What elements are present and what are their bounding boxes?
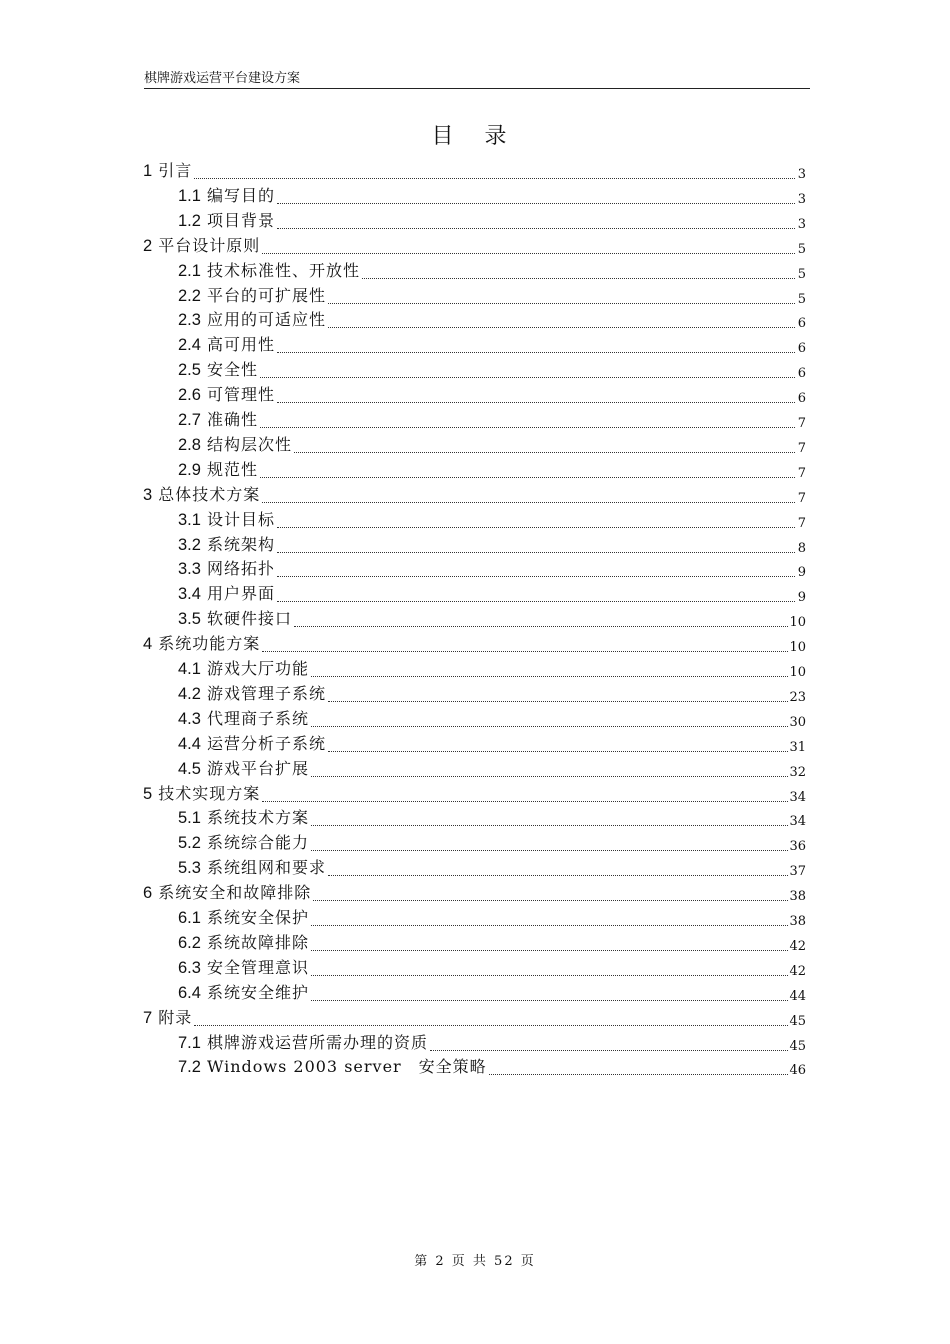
toc-entry-label: 可管理性 xyxy=(206,385,275,405)
toc-leader-dots xyxy=(328,303,795,304)
toc-leader-dots xyxy=(262,651,788,652)
toc-entry-label: 系统技术方案 xyxy=(206,808,309,828)
toc-leader-dots xyxy=(328,875,788,876)
toc-entry-label: 系统组网和要求 xyxy=(206,858,326,878)
toc-entry[interactable] xyxy=(178,907,806,931)
toc-leader-dots xyxy=(311,676,788,677)
toc-entry-page: 38 xyxy=(789,914,806,929)
toc-entry-number: 2.6 xyxy=(178,386,201,405)
toc-entry-number: 4.5 xyxy=(178,759,201,778)
toc-entry-label: 附录 xyxy=(158,1007,193,1027)
toc-entry-label: 安全性 xyxy=(206,360,258,380)
toc-entry-label: 应用的可适应性 xyxy=(206,310,326,330)
toc-leader-dots xyxy=(311,950,788,951)
toc-entry-page: 42 xyxy=(789,963,806,979)
toc-entry-label: 系统故障排除 xyxy=(206,932,309,952)
toc-entry-label: 棋牌游戏运营所需办理的资质 xyxy=(206,1032,428,1052)
toc-leader-dots xyxy=(311,726,788,727)
toc-entry-page: 9 xyxy=(797,590,806,606)
toc-entry-number: 6 xyxy=(143,884,153,903)
toc-entry-number: 4.2 xyxy=(178,684,201,703)
toc-entry-label: 网络拓扑 xyxy=(206,559,275,579)
toc-entry-label: 游戏管理子系统 xyxy=(206,683,326,703)
toc-entry-number: 3.1 xyxy=(178,510,201,529)
toc-entry-page: 6 xyxy=(797,341,806,357)
toc-leader-dots xyxy=(328,327,795,328)
toc-entry-page: 5 xyxy=(797,266,806,282)
toc-entry-label: 设计目标 xyxy=(206,509,275,529)
toc-entry-label: 技术实现方案 xyxy=(158,783,261,803)
toc-entry-number: 2.5 xyxy=(178,361,201,380)
toc-leader-dots xyxy=(277,352,795,353)
toc-entry-number: 7.1 xyxy=(178,1033,201,1052)
header-divider xyxy=(144,88,810,89)
toc-leader-dots xyxy=(328,751,788,752)
toc-entry[interactable] xyxy=(178,558,806,582)
toc-entry[interactable] xyxy=(143,1007,806,1031)
toc-entry-number: 6.2 xyxy=(178,933,201,952)
toc-entry[interactable] xyxy=(178,260,806,284)
toc-leader-dots xyxy=(311,975,788,976)
toc-entry[interactable] xyxy=(178,534,806,558)
toc-leader-dots xyxy=(277,576,795,577)
toc-leader-dots xyxy=(277,552,795,553)
toc-entry-page: 46 xyxy=(789,1063,806,1079)
toc-entry-label: 系统安全和故障排除 xyxy=(158,883,312,903)
toc-entry-page: 7 xyxy=(797,465,806,481)
toc-entry-label: 游戏大厅功能 xyxy=(206,659,309,678)
toc-title: 目 录 xyxy=(431,124,519,149)
toc-entry-number: 7 xyxy=(143,1008,153,1027)
toc-entry-label: 用户界面 xyxy=(206,584,275,604)
toc-entry-page: 8 xyxy=(797,540,806,556)
toc-entry-label: 安全管理意识 xyxy=(206,957,309,977)
toc-entry[interactable] xyxy=(178,434,806,458)
toc-entry[interactable] xyxy=(178,509,806,533)
toc-entry-label: 规范性 xyxy=(206,459,258,479)
toc-entry-number: 2.4 xyxy=(178,336,201,355)
toc-entry-number: 6.1 xyxy=(178,909,201,927)
toc-entry[interactable] xyxy=(143,783,806,807)
toc-entry-label: 系统安全保护 xyxy=(206,908,309,927)
toc-entry-number: 6.3 xyxy=(178,958,201,977)
toc-entry[interactable] xyxy=(178,733,806,757)
toc-leader-dots xyxy=(194,178,795,179)
toc-entry-label: Windows 2003 server 安全策略 xyxy=(206,1057,487,1077)
toc-leader-dots xyxy=(311,925,788,926)
toc-leader-dots xyxy=(260,427,795,428)
toc-entry[interactable] xyxy=(178,608,806,632)
toc-entry-page: 30 xyxy=(789,714,806,730)
toc-entry-page: 3 xyxy=(797,191,806,207)
toc-leader-dots xyxy=(194,1025,788,1026)
toc-entry-page: 6 xyxy=(797,366,806,382)
toc-entry-number: 2.1 xyxy=(178,261,201,280)
toc-entry-page: 45 xyxy=(789,1013,806,1029)
toc-leader-dots xyxy=(262,253,795,254)
toc-entry-number: 4.1 xyxy=(178,660,201,678)
toc-entry[interactable] xyxy=(178,832,806,856)
toc-entry[interactable] xyxy=(143,882,806,906)
toc-entry-number: 3.3 xyxy=(178,560,201,579)
toc-entry-label: 技术标准性、开放性 xyxy=(206,260,360,280)
toc-entry-page: 45 xyxy=(789,1038,806,1054)
toc-entry-number: 4.4 xyxy=(178,734,201,753)
toc-entry-label: 平台的可扩展性 xyxy=(206,285,326,305)
toc-entry[interactable] xyxy=(143,160,806,184)
toc-entry[interactable] xyxy=(143,484,806,508)
toc-entry-page: 42 xyxy=(789,938,806,954)
toc-entry-page: 38 xyxy=(789,889,806,905)
toc-entry[interactable] xyxy=(178,758,806,782)
toc-entry[interactable] xyxy=(178,1056,806,1080)
toc-leader-dots xyxy=(294,452,795,453)
toc-leader-dots xyxy=(430,1050,788,1051)
toc-entry-label: 高可用性 xyxy=(206,335,275,355)
toc-entry-page: 23 xyxy=(789,689,806,705)
toc-entry[interactable] xyxy=(178,857,806,881)
toc-leader-dots xyxy=(260,377,795,378)
toc-entry-number: 2.9 xyxy=(178,460,201,479)
toc-entry-label: 总体技术方案 xyxy=(158,484,261,504)
toc-entry-number: 3 xyxy=(143,485,153,504)
toc-entry-page: 10 xyxy=(789,665,806,680)
toc-leader-dots xyxy=(262,502,795,503)
toc-leader-dots xyxy=(294,626,788,627)
toc-entry-page: 31 xyxy=(789,739,806,755)
toc-entry-label: 平台设计原则 xyxy=(158,235,261,255)
toc-entry-number: 5.1 xyxy=(178,809,201,828)
toc-leader-dots xyxy=(277,228,795,229)
toc-leader-dots xyxy=(313,900,788,901)
toc-entry-number: 6.4 xyxy=(178,983,201,1002)
toc-entry-number: 1 xyxy=(143,162,153,180)
toc-entry-number: 2.7 xyxy=(178,411,201,429)
page-footer: 第 2 页 共 52 页 xyxy=(414,1254,536,1269)
toc-leader-dots xyxy=(277,402,795,403)
toc-entry-page: 9 xyxy=(797,565,806,581)
toc-entry[interactable] xyxy=(178,982,806,1006)
toc-entry[interactable] xyxy=(178,708,806,732)
running-header: 棋牌游戏运营平台建设方案 xyxy=(144,71,301,86)
toc-entry-page: 36 xyxy=(789,839,806,855)
toc-entry-page: 34 xyxy=(789,789,806,805)
toc-entry-label: 代理商子系统 xyxy=(206,708,309,728)
toc-entry-page: 10 xyxy=(789,615,806,631)
toc-leader-dots xyxy=(311,1000,788,1001)
toc-entry[interactable] xyxy=(178,384,806,408)
toc-leader-dots xyxy=(260,477,795,478)
toc-entry-label: 系统安全维护 xyxy=(206,982,309,1002)
toc-entry[interactable] xyxy=(178,359,806,383)
toc-leader-dots xyxy=(362,278,795,279)
toc-entry-page: 34 xyxy=(789,814,806,830)
toc-leader-dots xyxy=(277,527,795,528)
toc-entry[interactable] xyxy=(178,1032,806,1056)
toc-entry-label: 系统功能方案 xyxy=(158,634,261,654)
toc-entry[interactable] xyxy=(178,285,806,309)
toc-entry-number: 3.4 xyxy=(178,585,201,604)
toc-entry[interactable] xyxy=(178,459,806,483)
toc-entry[interactable] xyxy=(178,583,806,607)
toc-leader-dots xyxy=(311,776,788,777)
toc-leader-dots xyxy=(311,850,788,851)
toc-leader-dots xyxy=(489,1074,788,1075)
toc-entry[interactable] xyxy=(178,409,806,433)
toc-entry[interactable] xyxy=(178,334,806,358)
toc-entry-page: 3 xyxy=(797,216,806,232)
toc-entry-page: 5 xyxy=(797,241,806,257)
toc-entry-number: 5 xyxy=(143,784,153,803)
toc-entry-number: 2 xyxy=(143,236,153,255)
toc-entry-page: 10 xyxy=(789,640,806,656)
toc-entry-number: 2.8 xyxy=(178,435,201,454)
toc-entry-number: 5.2 xyxy=(178,834,201,853)
toc-entry-page: 32 xyxy=(789,764,806,780)
toc-entry-number: 2.3 xyxy=(178,311,201,330)
toc-entry-number: 2.2 xyxy=(178,286,201,305)
toc-entry-label: 软硬件接口 xyxy=(206,609,292,629)
toc-entry-number: 1.2 xyxy=(178,211,201,230)
toc-entry[interactable] xyxy=(178,932,806,956)
toc-entry-page: 5 xyxy=(797,291,806,307)
toc-entry[interactable] xyxy=(143,633,806,657)
toc-entry-number: 5.3 xyxy=(178,859,201,878)
toc-leader-dots xyxy=(262,801,788,802)
toc-entry[interactable] xyxy=(178,683,806,707)
toc-leader-dots xyxy=(328,701,788,702)
toc-entry-page: 7 xyxy=(797,440,806,456)
toc-entry-number: 7.2 xyxy=(178,1058,201,1077)
toc-entry[interactable] xyxy=(178,957,806,981)
toc-entry-number: 4 xyxy=(143,635,153,654)
toc-entry[interactable] xyxy=(178,185,806,209)
toc-entry-label: 运营分析子系统 xyxy=(206,733,326,753)
toc-entry-label: 项目背景 xyxy=(206,210,275,230)
toc-entry-page: 3 xyxy=(797,167,806,182)
toc-entry-number: 3.2 xyxy=(178,535,201,554)
toc-entry-number: 4.3 xyxy=(178,709,201,728)
toc-leader-dots xyxy=(277,203,795,204)
toc-entry-page: 7 xyxy=(797,515,806,531)
toc-entry-number: 3.5 xyxy=(178,610,201,629)
toc-entry-label: 引言 xyxy=(158,161,193,180)
toc-entry-page: 7 xyxy=(797,490,806,506)
toc-entry-label: 系统综合能力 xyxy=(206,833,309,853)
toc-entry-page: 7 xyxy=(797,416,806,431)
toc-entry[interactable] xyxy=(178,807,806,831)
toc-entry[interactable] xyxy=(178,658,806,682)
toc-entry-page: 6 xyxy=(797,391,806,407)
toc-entry-label: 结构层次性 xyxy=(206,434,292,454)
toc-entry-label: 游戏平台扩展 xyxy=(206,758,309,778)
toc-entry-label: 系统架构 xyxy=(206,534,275,554)
toc-entry[interactable] xyxy=(143,235,806,259)
toc-entry[interactable] xyxy=(178,309,806,333)
toc-entry-label: 编写目的 xyxy=(206,185,275,205)
toc-entry-page: 37 xyxy=(789,864,806,880)
toc-entry-page: 44 xyxy=(789,988,806,1004)
toc-entry-page: 6 xyxy=(797,316,806,332)
toc-leader-dots xyxy=(277,601,795,602)
toc-leader-dots xyxy=(311,825,788,826)
toc-entry[interactable] xyxy=(178,210,806,234)
toc-entry-label: 准确性 xyxy=(206,410,258,429)
toc-entry-number: 1.1 xyxy=(178,186,201,205)
